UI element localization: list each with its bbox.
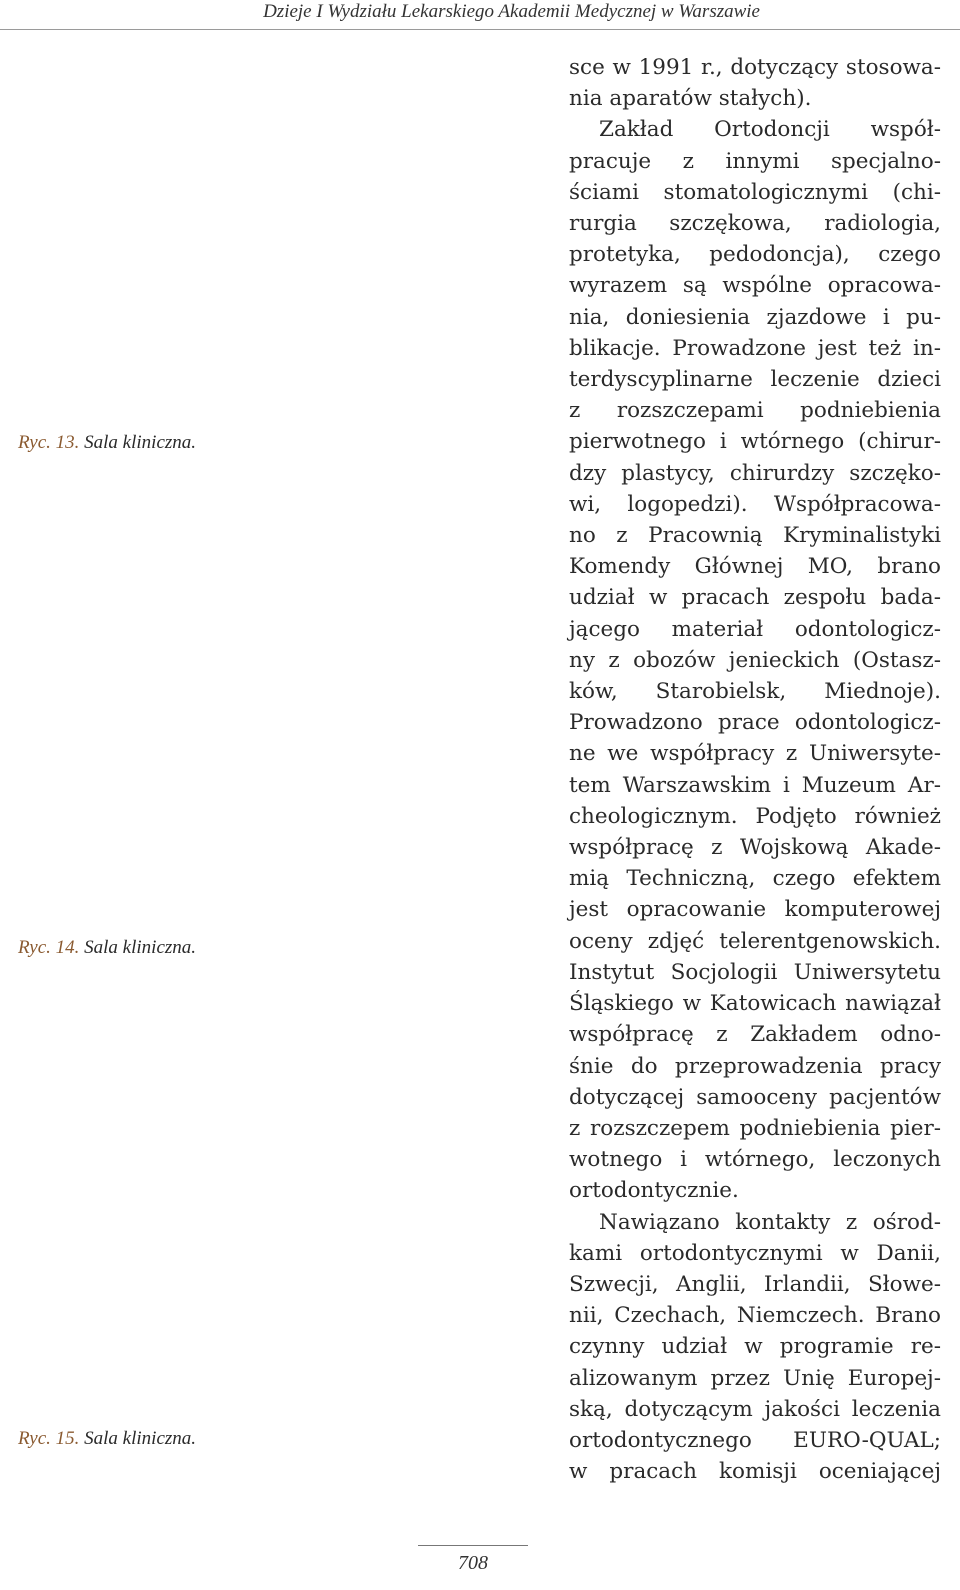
text-line: oceny zdjęć telerentgenowskich. bbox=[569, 928, 941, 954]
figure-caption-text: Sala kliniczna. bbox=[79, 1428, 197, 1449]
text-line: Śląskiego w Katowicach nawiązał bbox=[569, 991, 941, 1017]
text-line: pierwotnego i wtórnego (chirur- bbox=[569, 429, 941, 455]
text-line: czynny udział w programie re- bbox=[569, 1334, 941, 1360]
text-line: tem Warszawskim i Muzeum Ar- bbox=[569, 772, 941, 798]
figure-caption-13 bbox=[18, 432, 196, 454]
figure-caption-label: Ryc. 14. bbox=[18, 937, 80, 958]
text-line: wotnego i wtórnego, leczonych bbox=[569, 1147, 941, 1173]
figure-caption-15 bbox=[18, 1428, 196, 1450]
text-line: Nawiązano kontakty z ośrod- bbox=[599, 1209, 941, 1235]
text-line: współpracę z Wojskową Akade- bbox=[569, 835, 941, 861]
figure-caption-label: Ryc. 15. bbox=[18, 1428, 80, 1449]
text-line: ortodontycznego EURO-QUAL; bbox=[569, 1427, 941, 1453]
running-head bbox=[0, 0, 960, 30]
text-line: nia, doniesienia zjazdowe i pu- bbox=[569, 304, 941, 330]
text-line: Szwecji, Anglii, Irlandii, Słowe- bbox=[569, 1271, 941, 1297]
text-line: dzy plastycy, chirurdzy szczęko- bbox=[569, 460, 941, 486]
text-line: ków, Starobielsk, Miednoje). bbox=[569, 679, 941, 705]
text-line: mią Techniczną, czego efektem bbox=[569, 866, 941, 892]
figure-caption-label: Ryc. 13. bbox=[18, 432, 80, 453]
text-line: cheologicznym. Podjęto również bbox=[569, 803, 941, 829]
text-line: ską, dotyczącym jakości leczenia bbox=[569, 1396, 941, 1422]
text-line: w pracach komisji oceniającej bbox=[569, 1459, 941, 1485]
text-line: rurgia szczękowa, radiologia, bbox=[569, 211, 941, 237]
figure-caption-text: Sala kliniczna. bbox=[79, 937, 197, 958]
text-line: protetyka, pedodoncja), czego bbox=[569, 242, 941, 268]
text-line: Zakład Ortodoncji współ- bbox=[599, 117, 941, 143]
text-line: ortodontycznie. bbox=[569, 1178, 739, 1204]
text-line: terdyscyplinarne leczenie dzieci bbox=[569, 367, 941, 393]
text-line: blikacje. Prowadzone jest też in- bbox=[569, 335, 941, 361]
text-line: dotyczącej samooceny pacjentów bbox=[569, 1084, 941, 1110]
body-text-column bbox=[569, 52, 941, 1487]
text-line: współpracę z Zakładem odno- bbox=[569, 1022, 941, 1048]
text-line: nii, Czechach, Niemczech. Brano bbox=[569, 1303, 941, 1329]
text-line: jącego materiał odontologicz- bbox=[569, 616, 941, 642]
text-line: alizowanym przez Unię Europej- bbox=[569, 1365, 941, 1391]
text-line: Prowadzono prace odontologicz- bbox=[569, 710, 941, 736]
text-line: z rozszczepami podniebienia bbox=[569, 398, 941, 424]
text-line: nia aparatów stałych). bbox=[569, 86, 812, 112]
text-line: ny z obozów jenieckich (Ostasz- bbox=[569, 647, 941, 673]
running-head-title: Dzieje I Wydziału Lekarskiego Akademii Medycznej w Warszawie bbox=[263, 1, 760, 22]
text-line: ne we współpracy z Uniwersyte- bbox=[569, 741, 941, 767]
text-line: kami ortodontycznymi w Danii, bbox=[569, 1240, 941, 1266]
text-line: Komendy Głównej MO, brano bbox=[569, 554, 941, 580]
text-line: wyrazem są wspólne opracowa- bbox=[569, 273, 941, 299]
text-line: no z Pracownią Kryminalistyki bbox=[569, 523, 941, 549]
text-line: z rozszczepem podniebienia pier- bbox=[569, 1115, 941, 1141]
text-line: sce w 1991 r., dotyczący stosowa- bbox=[569, 55, 941, 80]
text-line: udział w pracach zespołu bada- bbox=[569, 585, 941, 611]
text-line: pracuje z innymi specjalno- bbox=[569, 148, 941, 174]
text-line: wi, logopedzi). Współpracowa- bbox=[569, 491, 941, 517]
page-number: 708 bbox=[458, 1552, 488, 1574]
text-line: śnie do przeprowadzenia pracy bbox=[569, 1053, 941, 1079]
text-line: jest opracowanie komputerowej bbox=[569, 897, 941, 923]
figure-caption-14 bbox=[18, 937, 196, 959]
text-line: Instytut Socjologii Uniwersytetu bbox=[569, 959, 941, 985]
figure-caption-text: Sala kliniczna. bbox=[79, 432, 197, 453]
footer-divider bbox=[418, 1545, 528, 1546]
text-line: ściami stomatologicznymi (chi- bbox=[569, 179, 941, 205]
